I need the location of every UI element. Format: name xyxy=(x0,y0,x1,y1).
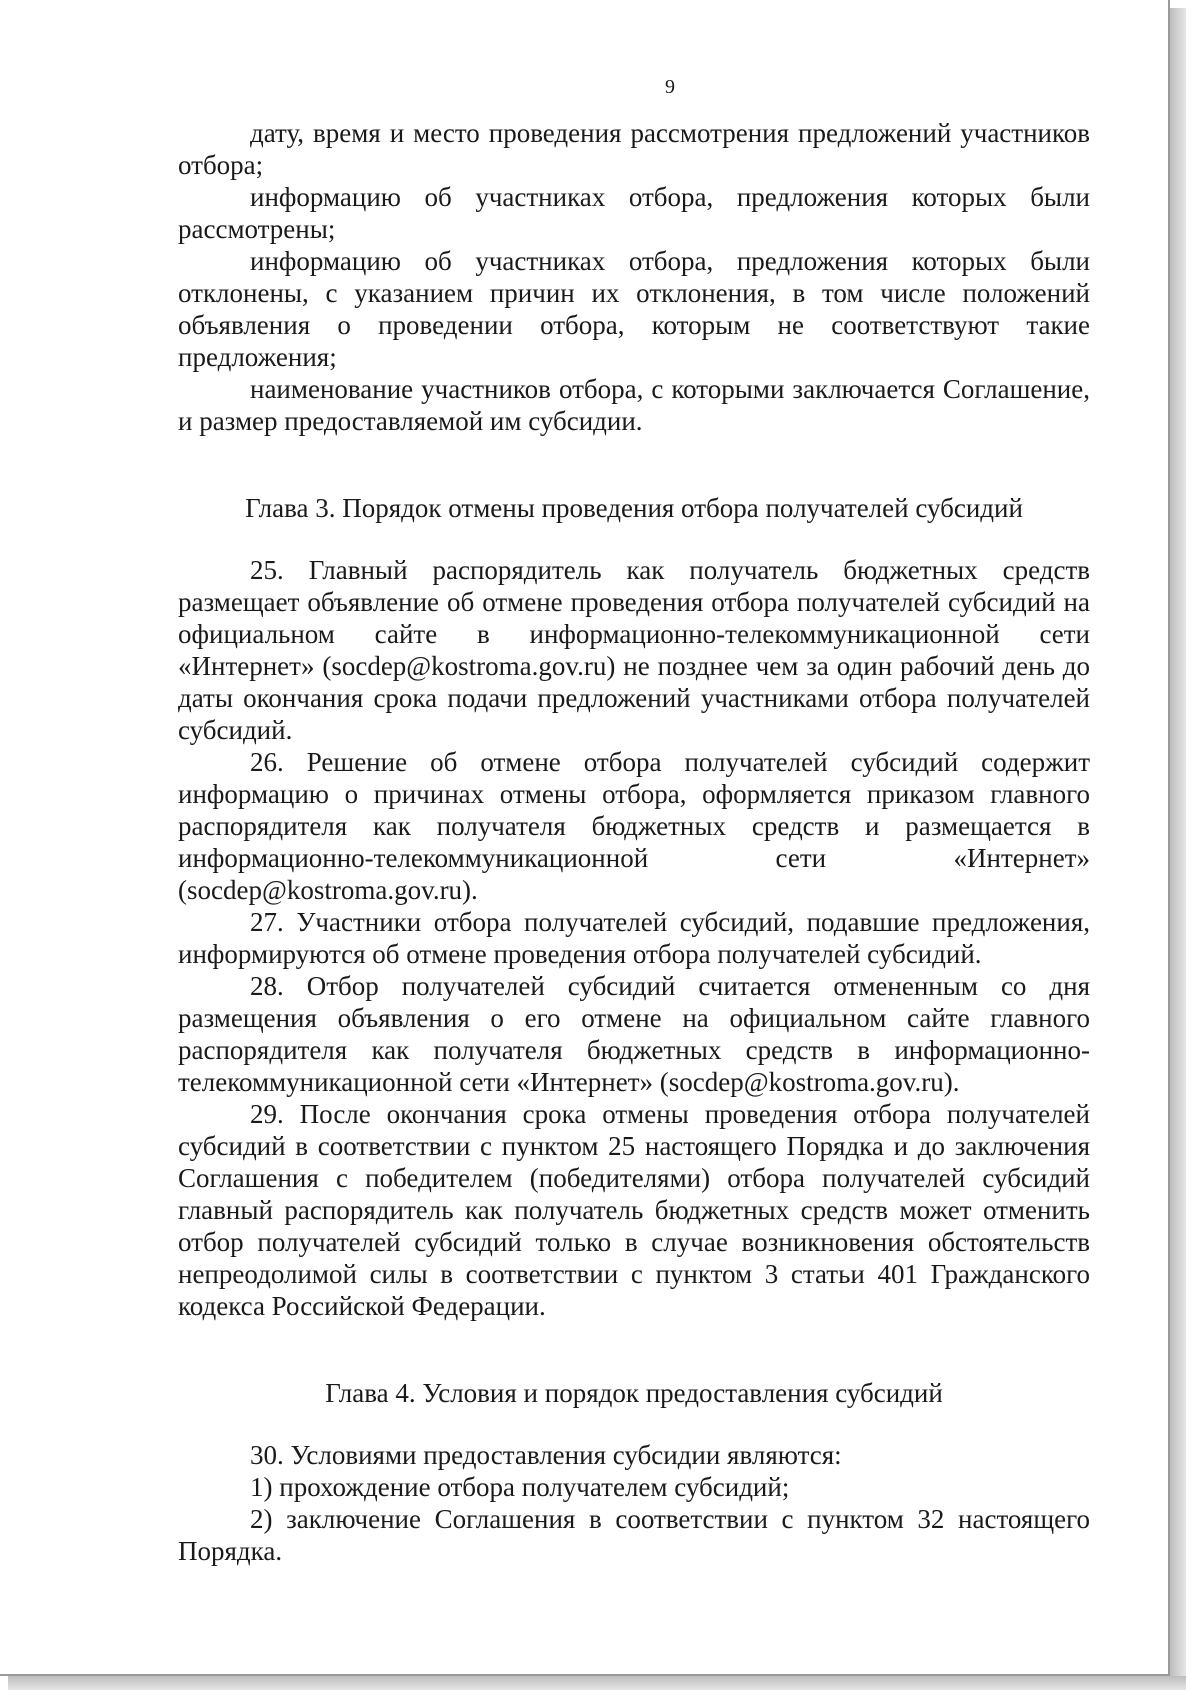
paragraph: 27. Участники отбора получателей субсидий, подавшие предложения, информируются об отмене проведения отбора получателей субсидий. xyxy=(178,907,1090,969)
paragraph: информацию об участниках отбора, предложения которых были рассмотрены; xyxy=(178,182,1090,244)
paragraph: наименование участников отбора, с которыми заключается Соглашение, и размер предоставляемой им субсидии. xyxy=(178,374,1090,436)
paragraph: 1) прохождение отбора получателем субсидий; xyxy=(250,1472,790,1502)
paragraph: 29. После окончания срока отмены проведения отбора получателей субсидий в соответствии с пунктом 25 настоящего Порядка и до заключения Соглашения с победителем (победителями) отбора получателей субсидий главный распорядитель как получатель бюджетных средств может отменить отбор получателей субсидий только в случае возникновения обстоятельств непреодолимой силы в соответствии с пунктом 3 статьи 401 Гражданского кодекса Российской Федерации. xyxy=(178,1099,1090,1321)
paragraph: 30. Условиями предоставления субсидии являются: xyxy=(250,1440,842,1470)
document-body xyxy=(178,117,1090,1567)
chapter-heading: Глава 3. Порядок отмены проведения отбора получателей субсидий xyxy=(245,493,1023,523)
paragraph: 2) заключение Соглашения в соответствии с пунктом 32 настоящего Порядка. xyxy=(178,1504,1090,1566)
paragraph: 25. Главный распорядитель как получатель бюджетных средств размещает объявление об отмене проведения отбора получателей субсидий на официальном сайте в информационно-телекоммуникационной сети «Интернет» (socdep@kostroma.gov.ru) не позднее чем за один рабочий день до даты окончания срока подачи предложений участниками отбора получателей субсидий. xyxy=(178,555,1090,745)
paragraph: 28. Отбор получателей субсидий считается отмененным со дня размещения объявления о его отмене на официальном сайте главного распорядителя как получателя бюджетных средств в информационно-телекоммуникационной сети «Интернет» (socdep@kostroma.gov.ru). xyxy=(178,971,1090,1097)
page-shadow-bottom xyxy=(8,1676,1186,1690)
chapter-heading: Глава 4. Условия и порядок предоставления субсидий xyxy=(325,1378,943,1408)
paragraph: 26. Решение об отмене отбора получателей субсидий содержит информацию о причинах отмены отбора, оформляется приказом главного распорядителя как получателя бюджетных средств и размещается в информационно-телекоммуникационной сети «Интернет» (socdep@kostroma.gov.ru). xyxy=(178,747,1090,905)
paragraph: информацию об участниках отбора, предложения которых были отклонены, с указанием причин их отклонения, в том числе положений объявления о проведении отбора, которым не соответствуют такие предложения; xyxy=(178,246,1090,372)
page-number: 9 xyxy=(665,76,675,98)
paragraph: дату, время и место проведения рассмотрения предложений участников отбора; xyxy=(178,118,1090,180)
page-shadow-right xyxy=(1170,8,1186,1686)
